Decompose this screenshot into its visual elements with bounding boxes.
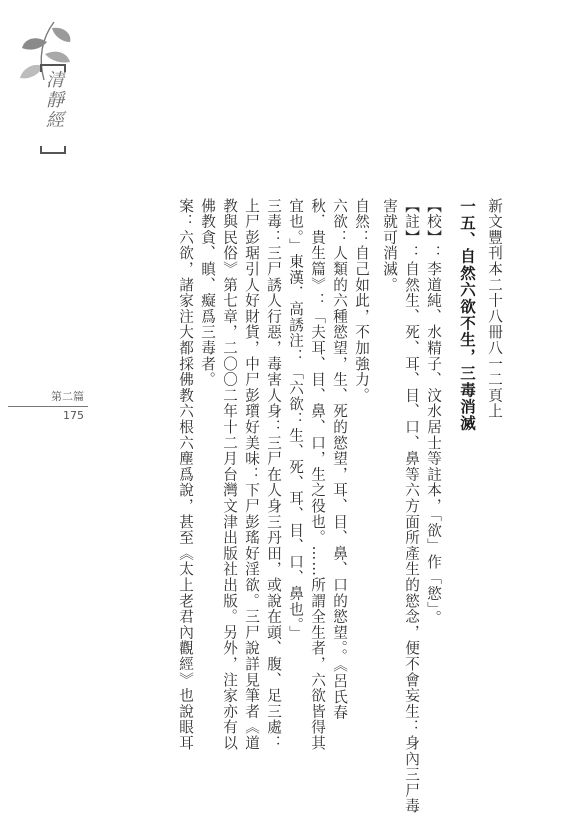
annotation-line: 【註】：自然生、死、耳、目、口、鼻等六方面所產生的慾念，便不會妄生：身內三尸毒 xyxy=(403,198,420,814)
gloss-line: 自然：自己如此，不加強力。 xyxy=(353,198,370,404)
page-footer xyxy=(0,388,88,422)
gloss-line: 教與民俗》第七章，二〇〇二年十二月台灣文津出版社出版。另外，注家亦有以 xyxy=(221,198,238,751)
annotation-line: 害就可消滅。 xyxy=(381,198,398,293)
vertical-text-body xyxy=(100,198,505,814)
title-bracket-bottom xyxy=(40,146,66,154)
gloss-line: 佛教貪、瞋、癡爲三毒者。 xyxy=(199,198,216,388)
gloss-line: 上尸彭琚引人好財貨，中尸彭瓆好美味：下尸彭瑤好淫欲。三尸說詳見筆者《道 xyxy=(243,198,260,751)
collation-note: 【校】：李道純、水精子、汶水居士等註本，「欲」作「慾」。 xyxy=(425,198,442,626)
commentary-line: 案：六欲，諸家注大都採佛教六根六塵爲說，甚至《太上老君內觀經》也說眼耳 xyxy=(177,198,194,751)
gloss-line: 秋．貴生篇》：「夫耳、目、鼻、口，生之役也。……所謂全生者，六欲皆得其 xyxy=(309,198,326,751)
footer-divider xyxy=(8,406,88,407)
gloss-line: 三毒：三尸誘人行惡，毒害人身：三尸在人身三丹田，或說在頭、腹、足三處： xyxy=(265,198,282,751)
page-number: 175 xyxy=(63,409,84,422)
section-heading: 一五、自然六欲不生，三毒消滅 xyxy=(458,198,476,432)
section-label: 第二篇 xyxy=(51,390,84,403)
book-title: 清靜經 xyxy=(43,70,64,130)
gloss-line: 宜也。」東漢．高誘注：「六欲：生、死、耳、目、口、鼻也。」 xyxy=(287,198,304,642)
gloss-line: 六欲：人類的六種慾望，生、死的慾望，耳、目、鼻、口的慾望。。《呂氏春 xyxy=(331,198,348,721)
source-citation: 新文豐刊本二十八冊八一二頁上 xyxy=(486,198,503,420)
